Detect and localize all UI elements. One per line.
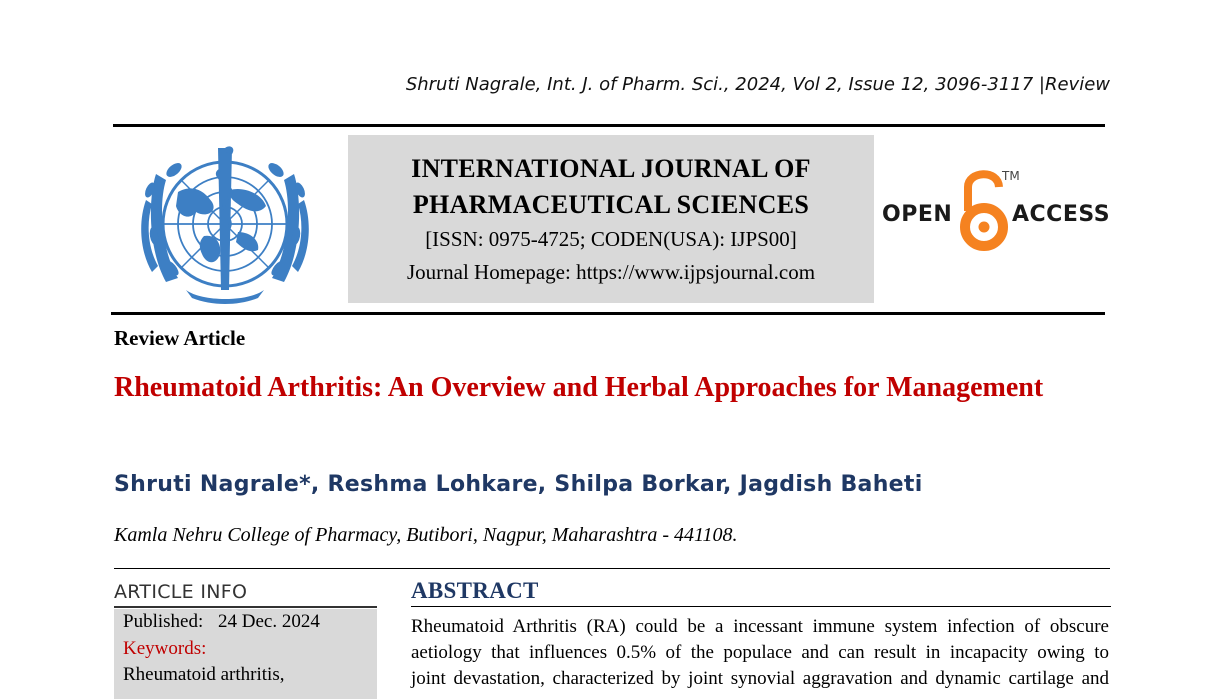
open-access-open-word: OPEN: [882, 202, 953, 227]
running-head: Shruti Nagrale, Int. J. of Pharm. Sci., 2024, Vol 2, Issue 12, 3096-3117 |Review: [405, 74, 1110, 95]
un-emblem-logo: [126, 140, 324, 306]
issn-line: [ISSN: 0975-4725; CODEN(USA): IJPS00]: [425, 227, 797, 251]
header-top-rule: [113, 124, 1105, 127]
article-info-panel: [114, 609, 377, 699]
author-list: Shruti Nagrale*, Reshma Lohkare, Shilpa Borkar, Jagdish Baheti: [114, 472, 923, 497]
published-date: 24 Dec. 2024: [217, 611, 320, 632]
article-info-rule: [114, 606, 377, 608]
journal-masthead: [348, 135, 874, 303]
keyword-item: Rheumatoid arthritis,: [123, 664, 285, 685]
section-divider: [114, 568, 1110, 569]
article-type: Review Article: [114, 326, 246, 350]
open-access-access-word: ACCESS: [1012, 202, 1111, 227]
abstract-line: joint devastation, characterized by joint synovial aggravation and dynamic cartilage and: [411, 668, 1109, 689]
abstract-body: [411, 614, 1109, 692]
open-access-logo: [878, 165, 1110, 255]
journal-homepage: Journal Homepage: https://www.ijpsjournal.com: [406, 260, 816, 284]
published-line: [123, 611, 320, 633]
header-bottom-rule: [111, 312, 1105, 315]
abstract-line: Rheumatoid Arthritis (RA) could be a incessant immune system infection of obscure: [411, 616, 1109, 637]
journal-name-line-1: INTERNATIONAL JOURNAL OF: [411, 154, 811, 183]
abstract-rule: [411, 606, 1111, 607]
article-title: Rheumatoid Arthritis: An Overview and Herbal Approaches for Management: [114, 372, 1044, 403]
abstract-line: aetiology that influences 0.5% of the populace and can result in incapacity owing to: [411, 642, 1109, 663]
abstract-heading: ABSTRACT: [411, 578, 539, 603]
published-label: Published:: [123, 611, 204, 632]
article-info-heading: ARTICLE INFO: [114, 581, 248, 603]
keywords-label: Keywords:: [123, 638, 207, 659]
trademark-symbol: TM: [1002, 169, 1020, 183]
author-affiliation: Kamla Nehru College of Pharmacy, Butibori, Nagpur, Maharashtra - 441108.: [114, 524, 738, 546]
journal-name-line-2: PHARMACEUTICAL SCIENCES: [412, 190, 810, 219]
